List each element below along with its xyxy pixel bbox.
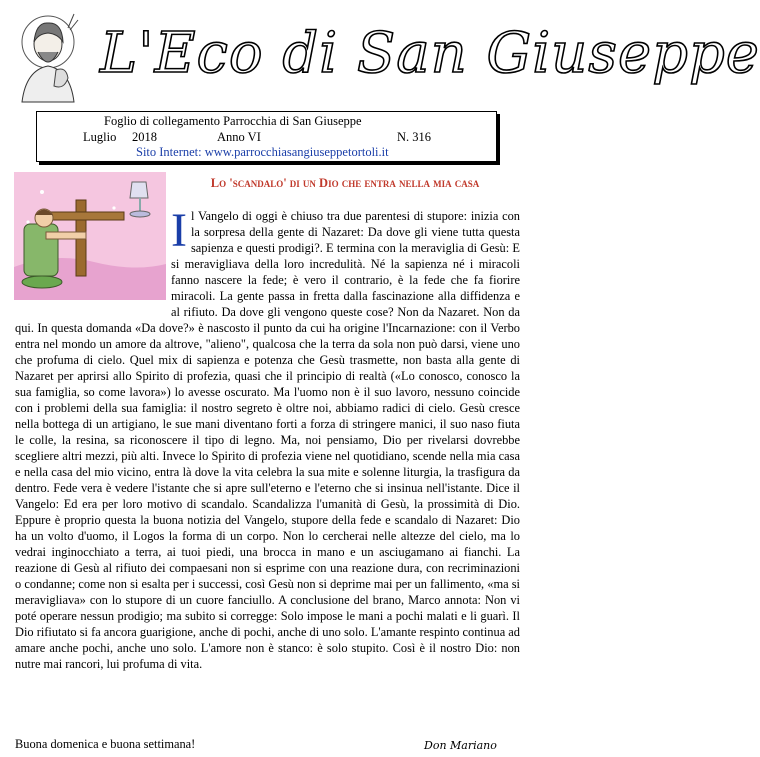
article-text: l Vangelo di oggi è chiuso tra due parentesi di stupore: inizia con la sorpresa della gente di Nazaret: Da dove gli viene tutta questa sapienza e questi prodigi?. E termina con la meraviglia di Gesù: E si meravigliava della loro incredulità. Né la sapienza né i miracoli fanno nascere la fede; è vero il contrario, è la fede che fa fiorire miracoli. La gente passa in fretta dalla fascinazione alla diffidenza e al rifiuto. Da dove gli vengono queste cose? Non da Nazaret. Non da qui. In questa domanda «Da dove?» è nascosto il punto da cui ha origine l'Incarnazione: con il Verbo entra nel mondo un amore da altrove, "alieno", qualcosa che la terra da sola non può darsi, viene uno che profuma di cielo. Quel mix di sapienza e potenza che Gesù trasmette, non basta alla gente di Nazaret per aprirsi allo Spirito di profezia, quasi che il principio di realtà («Lo conosco, conosco la sua famiglia, so come lavora») lo avesse oscurato. Ma l'uomo non è il suo lavoro, nessuno coincide con i problemi della sua famiglia: il nostro segreto è oltre noi, abbiamo radici di cielo. Gesù cresce nella bottega di un artigiano, le sue mani diventano forti a forza di stringere manici, il suo naso fiuta le colle, la resina, sa riconoscere il tipo di legno. Ma, noi pensiamo, Dio per rivelarsi dovrebbe scegliere altri mezzi, più alti. Invece lo Spirito di profezia viene nel quotidiano, scende nella mia casa e nella casa del mio vicino, entra là dove la vita celebra la sua mite e solenne liturgia, la trasfigura da dentro. Fede vera è vedere l'istante che si apre sull'eterno e l'eterno che si insinua nell'istante. Dice il Vangelo: Ed era per loro motivo di scandalo. Scandalizza l'umanità di Gesù, la prossimità di Dio. Eppure è proprio questa la buona notizia del Vangelo, stupore della fede e scandalo di Nazaret: Dio ha un volto d'uomo, il Logos la forma di un corpo. Non lo cercherai nelle altezze del cielo, ma lo vedrai inginocchiato a terra, ai tuoi piedi, una brocca in mano e un asciugamano ai fianchi. La reazione di Gesù al rifiuto dei compaesani non si esprime con una reazione dura, con recriminazioni o condanne; come non si esalta per i successi, così Gesù non si deprime mai per un fallimento, «ma si meravigliava» con lo stupore di un cuore fanciullo. A conclusione del brano, Marco annota: Non vi poté operare nessun prodigio; ma subito si corregge: Solo impose le mani a pochi malati e li guarì. Il Dio rifiutato si fa ancora guarigione, anche di pochi, anche di uno solo. L'amante respinto continua ad amare anche pochi, anche uno solo. L'amore non è stanco: è solo stupito. Così è il nostro Dio: non nutre mai rancori, lui profuma di vita. (15, 209, 520, 671)
website-link[interactable]: Sito Internet: www.parrocchiasangiuseppetortoli.it (136, 145, 389, 159)
issue-year: 2018 (132, 130, 157, 144)
article-dropcap: I (171, 204, 187, 257)
masthead-title: L'Eco di San Giuseppe (100, 21, 760, 86)
author-signature: Don Mariano (424, 739, 497, 752)
article-title: Lo 'scandalo' di un Dio che entra nella mia casa (210, 176, 480, 190)
issue-month: Luglio (83, 130, 117, 144)
parish-info-box (36, 111, 497, 162)
parish-newsletter-subtitle: Foglio di collegamento Parrocchia di San Giuseppe (104, 114, 362, 128)
issue-number: N. 316 (397, 130, 432, 144)
issue-volume: Anno VI (217, 130, 261, 144)
closing-greeting: Buona domenica e buona settimana! (15, 737, 196, 751)
saint-joseph-portrait (8, 8, 88, 104)
article-body (15, 204, 520, 672)
